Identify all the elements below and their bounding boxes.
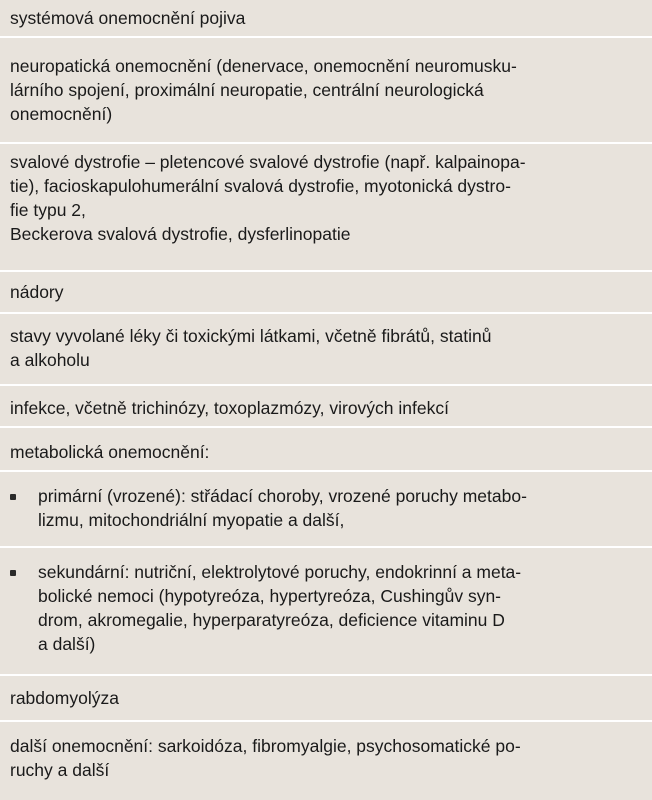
row-line: svalové dystrofie – pletencové svalové dystrofie (např. kalpainopa- [10, 152, 526, 172]
table-row [0, 0, 652, 36]
row-line: drom, akromegalie, hyperparatyreóza, deficience vitaminu D [38, 610, 505, 630]
table-row [0, 144, 652, 270]
row-text [10, 314, 642, 372]
row-line: lizmu, mitochondriální myopatie a další, [38, 510, 345, 530]
table-row [0, 314, 652, 384]
row-line: a alkoholu [10, 350, 90, 370]
row-line: tie), facioskapulohumerální svalová dystrofie, myotonická dystro- [10, 176, 511, 196]
row-text [10, 722, 642, 782]
row-text [10, 38, 642, 126]
row-line: metabolická onemocnění: [10, 442, 210, 462]
row-text [10, 386, 642, 420]
table-row [0, 676, 652, 720]
row-text [10, 428, 642, 464]
row-line: fie typu 2, [10, 200, 86, 220]
table-row [0, 38, 652, 142]
row-line: systémová onemocnění pojiva [10, 8, 246, 28]
table-row [0, 548, 652, 674]
row-line: další onemocnění: sarkoidóza, fibromyalgie, psychosomatické po- [10, 736, 521, 756]
row-line: neuropatická onemocnění (denervace, onemocnění neuromusku- [10, 56, 517, 76]
table-row [0, 272, 652, 312]
table-row [0, 472, 652, 546]
row-line: primární (vrozené): střádací choroby, vrozené poruchy metabo- [38, 486, 527, 506]
row-line: a další) [38, 634, 96, 654]
row-line: bolické nemoci (hypotyreóza, hypertyreóza, Cushingův syn- [38, 586, 501, 606]
table-row [0, 386, 652, 426]
row-text [10, 472, 642, 532]
row-text [10, 272, 642, 304]
row-line: lárního spojení, proximální neuropatie, centrální neurologická [10, 80, 484, 100]
row-line: stavy vyvolané léky či toxickými látkami, včetně fibrátů, statinů [10, 326, 492, 346]
row-line: rabdomyolýza [10, 688, 119, 708]
table-row [0, 722, 652, 800]
row-text [10, 0, 642, 30]
row-line: Beckerova svalová dystrofie, dysferlinopatie [10, 224, 351, 244]
row-text [10, 144, 642, 246]
row-line: infekce, včetně trichinózy, toxoplazmózy, virových infekcí [10, 398, 449, 418]
row-line: sekundární: nutriční, elektrolytové poruchy, endokrinní a meta- [38, 562, 522, 582]
table-row [0, 428, 652, 470]
row-line: onemocnění) [10, 104, 113, 124]
row-text [10, 548, 642, 656]
row-line: ruchy a další [10, 760, 110, 780]
row-line: nádory [10, 282, 64, 302]
row-text [10, 676, 642, 710]
